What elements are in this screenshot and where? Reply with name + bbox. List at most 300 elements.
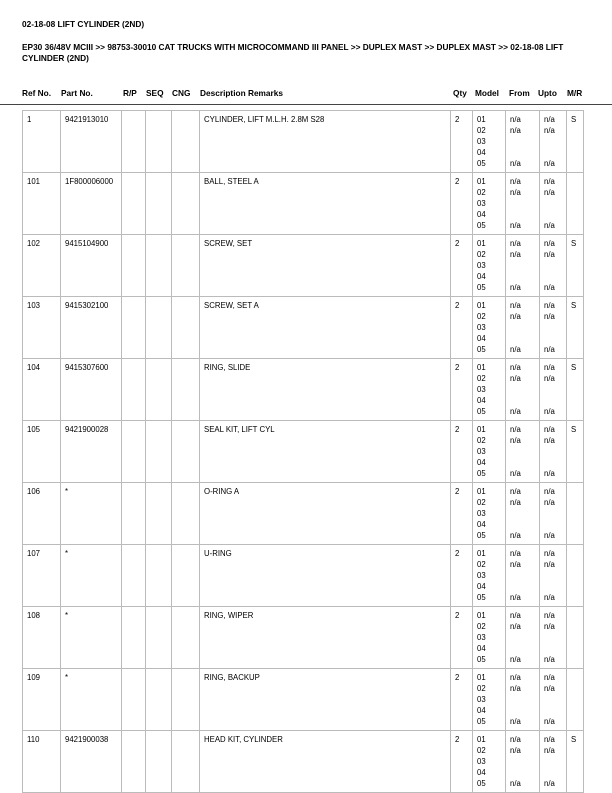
seq xyxy=(146,235,172,297)
upto-value: n/a xyxy=(544,115,555,124)
from xyxy=(506,235,540,297)
ref-no: 104 xyxy=(23,359,61,421)
upto xyxy=(540,359,567,421)
upto xyxy=(540,731,567,793)
upto-value: n/a xyxy=(544,312,555,321)
seq xyxy=(146,545,172,607)
model-value: 03 xyxy=(477,199,486,208)
from-value: n/a xyxy=(510,746,521,755)
upto-value xyxy=(544,198,562,209)
part-no: * xyxy=(61,607,122,669)
qty: 2 xyxy=(451,421,473,483)
cng xyxy=(172,421,200,483)
from-value: n/a xyxy=(510,673,521,682)
rp xyxy=(122,235,146,297)
qty: 2 xyxy=(451,173,473,235)
table-row xyxy=(23,545,584,607)
upto-value xyxy=(544,508,562,519)
seq xyxy=(146,421,172,483)
model-value: 02 xyxy=(477,312,486,321)
upto-value: n/a xyxy=(544,735,555,744)
upto-value xyxy=(544,271,562,282)
description: RING, SLIDE xyxy=(200,359,451,421)
upto-value xyxy=(544,322,562,333)
upto-value: n/a xyxy=(544,684,555,693)
from-value: n/a xyxy=(510,425,521,434)
upto-value xyxy=(544,705,562,716)
model-value: 02 xyxy=(477,374,486,383)
description: CYLINDER, LIFT M.L.H. 2.8M S28 xyxy=(200,111,451,173)
model-value: 03 xyxy=(477,323,486,332)
description: RING, BACKUP xyxy=(200,669,451,731)
col-seq: SEQ xyxy=(146,88,164,98)
rp xyxy=(122,731,146,793)
mr: S xyxy=(567,235,584,297)
from xyxy=(506,421,540,483)
ref-no: 110 xyxy=(23,731,61,793)
from-value xyxy=(510,384,535,395)
cng xyxy=(172,235,200,297)
upto-value: n/a xyxy=(544,469,555,478)
rp xyxy=(122,359,146,421)
model xyxy=(473,421,506,483)
qty: 2 xyxy=(451,669,473,731)
table-row xyxy=(23,607,584,669)
rp xyxy=(122,545,146,607)
model xyxy=(473,359,506,421)
model-value: 04 xyxy=(477,210,486,219)
from xyxy=(506,483,540,545)
description: SCREW, SET xyxy=(200,235,451,297)
mr xyxy=(567,483,584,545)
upto xyxy=(540,297,567,359)
upto-value xyxy=(544,694,562,705)
upto-value: n/a xyxy=(544,436,555,445)
from-value xyxy=(510,271,535,282)
model-value: 01 xyxy=(477,673,486,682)
mr: S xyxy=(567,421,584,483)
from-value xyxy=(510,632,535,643)
table-row xyxy=(23,111,584,173)
from-value: n/a xyxy=(510,363,521,372)
upto-value: n/a xyxy=(544,779,555,788)
cng xyxy=(172,483,200,545)
upto-value xyxy=(544,570,562,581)
model-value: 02 xyxy=(477,188,486,197)
table-row xyxy=(23,483,584,545)
upto-value xyxy=(544,384,562,395)
model-value: 04 xyxy=(477,458,486,467)
model-value: 03 xyxy=(477,695,486,704)
from-value: n/a xyxy=(510,469,521,478)
upto xyxy=(540,545,567,607)
col-from: From xyxy=(509,88,530,98)
upto-value: n/a xyxy=(544,673,555,682)
description: U-RING xyxy=(200,545,451,607)
model-value: 02 xyxy=(477,250,486,259)
from-value: n/a xyxy=(510,177,521,186)
model-value: 01 xyxy=(477,177,486,186)
from-value: n/a xyxy=(510,239,521,248)
col-upto: Upto xyxy=(538,88,557,98)
from-value: n/a xyxy=(510,549,521,558)
upto-value xyxy=(544,457,562,468)
col-desc: Description Remarks xyxy=(200,88,284,98)
model-value: 03 xyxy=(477,261,486,270)
table-row xyxy=(23,173,584,235)
rp xyxy=(122,669,146,731)
qty: 2 xyxy=(451,483,473,545)
model-value: 05 xyxy=(477,283,486,292)
mr xyxy=(567,545,584,607)
seq xyxy=(146,297,172,359)
parts-table xyxy=(22,110,584,793)
from-value: n/a xyxy=(510,312,521,321)
from-value xyxy=(510,643,535,654)
from-value: n/a xyxy=(510,684,521,693)
from-value: n/a xyxy=(510,779,521,788)
part-no: 9415307600 xyxy=(61,359,122,421)
part-no: * xyxy=(61,483,122,545)
header-divider xyxy=(0,104,612,105)
cng xyxy=(172,607,200,669)
part-no: 9421913010 xyxy=(61,111,122,173)
from-value: n/a xyxy=(510,283,521,292)
model xyxy=(473,607,506,669)
table-row xyxy=(23,731,584,793)
description: BALL, STEEL A xyxy=(200,173,451,235)
rp xyxy=(122,421,146,483)
upto-value: n/a xyxy=(544,487,555,496)
model-value: 05 xyxy=(477,407,486,416)
from-value xyxy=(510,457,535,468)
from-value: n/a xyxy=(510,498,521,507)
upto-value xyxy=(544,395,562,406)
upto-value: n/a xyxy=(544,283,555,292)
model-value: 03 xyxy=(477,571,486,580)
model-value: 01 xyxy=(477,115,486,124)
rp xyxy=(122,173,146,235)
from-value xyxy=(510,209,535,220)
page-title: 02-18-08 LIFT CYLINDER (2ND) xyxy=(22,19,145,29)
qty: 2 xyxy=(451,235,473,297)
model-value: 04 xyxy=(477,334,486,343)
model-value: 02 xyxy=(477,560,486,569)
ref-no: 108 xyxy=(23,607,61,669)
from-value: n/a xyxy=(510,301,521,310)
from-value: n/a xyxy=(510,188,521,197)
rp xyxy=(122,297,146,359)
model-value: 01 xyxy=(477,735,486,744)
description: O-RING A xyxy=(200,483,451,545)
model-value: 05 xyxy=(477,655,486,664)
model-value: 05 xyxy=(477,221,486,230)
model-value: 03 xyxy=(477,757,486,766)
upto-value: n/a xyxy=(544,363,555,372)
upto-value: n/a xyxy=(544,159,555,168)
model-value: 05 xyxy=(477,717,486,726)
from-value xyxy=(510,519,535,530)
seq xyxy=(146,731,172,793)
mr xyxy=(567,173,584,235)
from-value: n/a xyxy=(510,159,521,168)
model-value: 04 xyxy=(477,582,486,591)
model xyxy=(473,297,506,359)
model-value: 04 xyxy=(477,396,486,405)
from-value xyxy=(510,446,535,457)
part-no: * xyxy=(61,545,122,607)
col-ref: Ref No. xyxy=(22,88,52,98)
model-value: 01 xyxy=(477,239,486,248)
col-rp: R/P xyxy=(123,88,137,98)
upto xyxy=(540,173,567,235)
rp xyxy=(122,111,146,173)
from-value: n/a xyxy=(510,560,521,569)
from xyxy=(506,731,540,793)
from-value: n/a xyxy=(510,735,521,744)
ref-no: 109 xyxy=(23,669,61,731)
model-value: 04 xyxy=(477,768,486,777)
col-model: Model xyxy=(475,88,499,98)
part-no: 9415104900 xyxy=(61,235,122,297)
model-value: 05 xyxy=(477,345,486,354)
upto-value: n/a xyxy=(544,221,555,230)
ref-no: 1 xyxy=(23,111,61,173)
model-value: 02 xyxy=(477,498,486,507)
model-value: 01 xyxy=(477,611,486,620)
upto xyxy=(540,483,567,545)
table-row xyxy=(23,235,584,297)
upto xyxy=(540,421,567,483)
from-value: n/a xyxy=(510,374,521,383)
upto-value: n/a xyxy=(544,622,555,631)
upto-value: n/a xyxy=(544,374,555,383)
ref-no: 101 xyxy=(23,173,61,235)
from xyxy=(506,607,540,669)
cng xyxy=(172,359,200,421)
model-value: 01 xyxy=(477,425,486,434)
upto-value xyxy=(544,767,562,778)
model-value: 05 xyxy=(477,593,486,602)
cng xyxy=(172,111,200,173)
from-value xyxy=(510,705,535,716)
seq xyxy=(146,173,172,235)
upto-value: n/a xyxy=(544,239,555,248)
model xyxy=(473,669,506,731)
from-value xyxy=(510,756,535,767)
rp xyxy=(122,483,146,545)
from-value: n/a xyxy=(510,250,521,259)
from-value xyxy=(510,694,535,705)
model-value: 02 xyxy=(477,436,486,445)
from-value: n/a xyxy=(510,531,521,540)
qty: 2 xyxy=(451,359,473,421)
qty: 2 xyxy=(451,545,473,607)
seq xyxy=(146,483,172,545)
table-row xyxy=(23,421,584,483)
model-value: 01 xyxy=(477,363,486,372)
mr xyxy=(567,607,584,669)
upto-value: n/a xyxy=(544,746,555,755)
qty: 2 xyxy=(451,111,473,173)
upto-value xyxy=(544,756,562,767)
upto xyxy=(540,111,567,173)
upto-value: n/a xyxy=(544,407,555,416)
breadcrumb: EP30 36/48V MCIII >> 98753-30010 CAT TRUCKS WITH MICROCOMMAND III PANEL >> DUPLEX MAST >> DUPLEX MAST >> 02-18-08 LIFT CYLINDER (2ND) xyxy=(22,42,564,63)
mr: S xyxy=(567,111,584,173)
model xyxy=(473,483,506,545)
model-value: 04 xyxy=(477,148,486,157)
model xyxy=(473,545,506,607)
model xyxy=(473,235,506,297)
from-value: n/a xyxy=(510,345,521,354)
from-value: n/a xyxy=(510,221,521,230)
model-value: 05 xyxy=(477,469,486,478)
upto-value xyxy=(544,446,562,457)
model-value: 02 xyxy=(477,622,486,631)
upto xyxy=(540,669,567,731)
cng xyxy=(172,731,200,793)
model-value: 02 xyxy=(477,746,486,755)
model-value: 03 xyxy=(477,137,486,146)
upto-value: n/a xyxy=(544,531,555,540)
upto-value: n/a xyxy=(544,126,555,135)
model-value: 02 xyxy=(477,684,486,693)
model xyxy=(473,173,506,235)
mr: S xyxy=(567,731,584,793)
from xyxy=(506,173,540,235)
col-qty: Qty xyxy=(453,88,467,98)
model xyxy=(473,111,506,173)
from-value: n/a xyxy=(510,622,521,631)
from-value: n/a xyxy=(510,593,521,602)
from-value xyxy=(510,136,535,147)
ref-no: 105 xyxy=(23,421,61,483)
mr xyxy=(567,669,584,731)
mr: S xyxy=(567,297,584,359)
upto-value xyxy=(544,333,562,344)
upto-value: n/a xyxy=(544,611,555,620)
from-value xyxy=(510,333,535,344)
col-part: Part No. xyxy=(61,88,93,98)
upto-value: n/a xyxy=(544,188,555,197)
model-value: 04 xyxy=(477,644,486,653)
model-value: 02 xyxy=(477,126,486,135)
upto-value xyxy=(544,643,562,654)
model-value: 03 xyxy=(477,447,486,456)
model-value: 03 xyxy=(477,385,486,394)
upto-value xyxy=(544,209,562,220)
part-no: 9421900038 xyxy=(61,731,122,793)
from-value: n/a xyxy=(510,126,521,135)
upto-value: n/a xyxy=(544,498,555,507)
upto-value: n/a xyxy=(544,177,555,186)
qty: 2 xyxy=(451,297,473,359)
seq xyxy=(146,607,172,669)
description: RING, WIPER xyxy=(200,607,451,669)
from xyxy=(506,669,540,731)
model-value: 01 xyxy=(477,549,486,558)
rp xyxy=(122,607,146,669)
table-row xyxy=(23,297,584,359)
seq xyxy=(146,359,172,421)
model-value: 05 xyxy=(477,159,486,168)
ref-no: 106 xyxy=(23,483,61,545)
from-value: n/a xyxy=(510,717,521,726)
upto-value xyxy=(544,260,562,271)
mr: S xyxy=(567,359,584,421)
model-value: 03 xyxy=(477,509,486,518)
upto-value: n/a xyxy=(544,250,555,259)
cng xyxy=(172,173,200,235)
ref-no: 103 xyxy=(23,297,61,359)
model-value: 05 xyxy=(477,531,486,540)
part-no: 9415302100 xyxy=(61,297,122,359)
from-value: n/a xyxy=(510,436,521,445)
model-value: 01 xyxy=(477,301,486,310)
model-value: 05 xyxy=(477,779,486,788)
upto-value: n/a xyxy=(544,560,555,569)
upto-value xyxy=(544,632,562,643)
cng xyxy=(172,669,200,731)
col-mr: M/R xyxy=(567,88,583,98)
from-value xyxy=(510,570,535,581)
part-no: * xyxy=(61,669,122,731)
description: HEAD KIT, CYLINDER xyxy=(200,731,451,793)
qty: 2 xyxy=(451,607,473,669)
upto-value: n/a xyxy=(544,301,555,310)
upto-value xyxy=(544,136,562,147)
description: SCREW, SET A xyxy=(200,297,451,359)
model-value: 04 xyxy=(477,706,486,715)
from-value: n/a xyxy=(510,611,521,620)
cng xyxy=(172,545,200,607)
from xyxy=(506,359,540,421)
from-value xyxy=(510,322,535,333)
from-value xyxy=(510,147,535,158)
from-value xyxy=(510,260,535,271)
from-value: n/a xyxy=(510,487,521,496)
seq xyxy=(146,669,172,731)
description: SEAL KIT, LIFT CYL xyxy=(200,421,451,483)
ref-no: 102 xyxy=(23,235,61,297)
from xyxy=(506,297,540,359)
part-no: 1F800006000 xyxy=(61,173,122,235)
model xyxy=(473,731,506,793)
upto-value: n/a xyxy=(544,425,555,434)
from-value xyxy=(510,581,535,592)
model-value: 04 xyxy=(477,520,486,529)
from xyxy=(506,111,540,173)
upto-value xyxy=(544,581,562,592)
table-row xyxy=(23,359,584,421)
upto-value: n/a xyxy=(544,593,555,602)
upto xyxy=(540,607,567,669)
upto xyxy=(540,235,567,297)
from-value xyxy=(510,395,535,406)
from-value: n/a xyxy=(510,655,521,664)
model-value: 01 xyxy=(477,487,486,496)
ref-no: 107 xyxy=(23,545,61,607)
col-cng: CNG xyxy=(172,88,191,98)
upto-value: n/a xyxy=(544,549,555,558)
qty: 2 xyxy=(451,731,473,793)
from-value: n/a xyxy=(510,115,521,124)
from xyxy=(506,545,540,607)
upto-value: n/a xyxy=(544,655,555,664)
upto-value xyxy=(544,147,562,158)
model-value: 03 xyxy=(477,633,486,642)
